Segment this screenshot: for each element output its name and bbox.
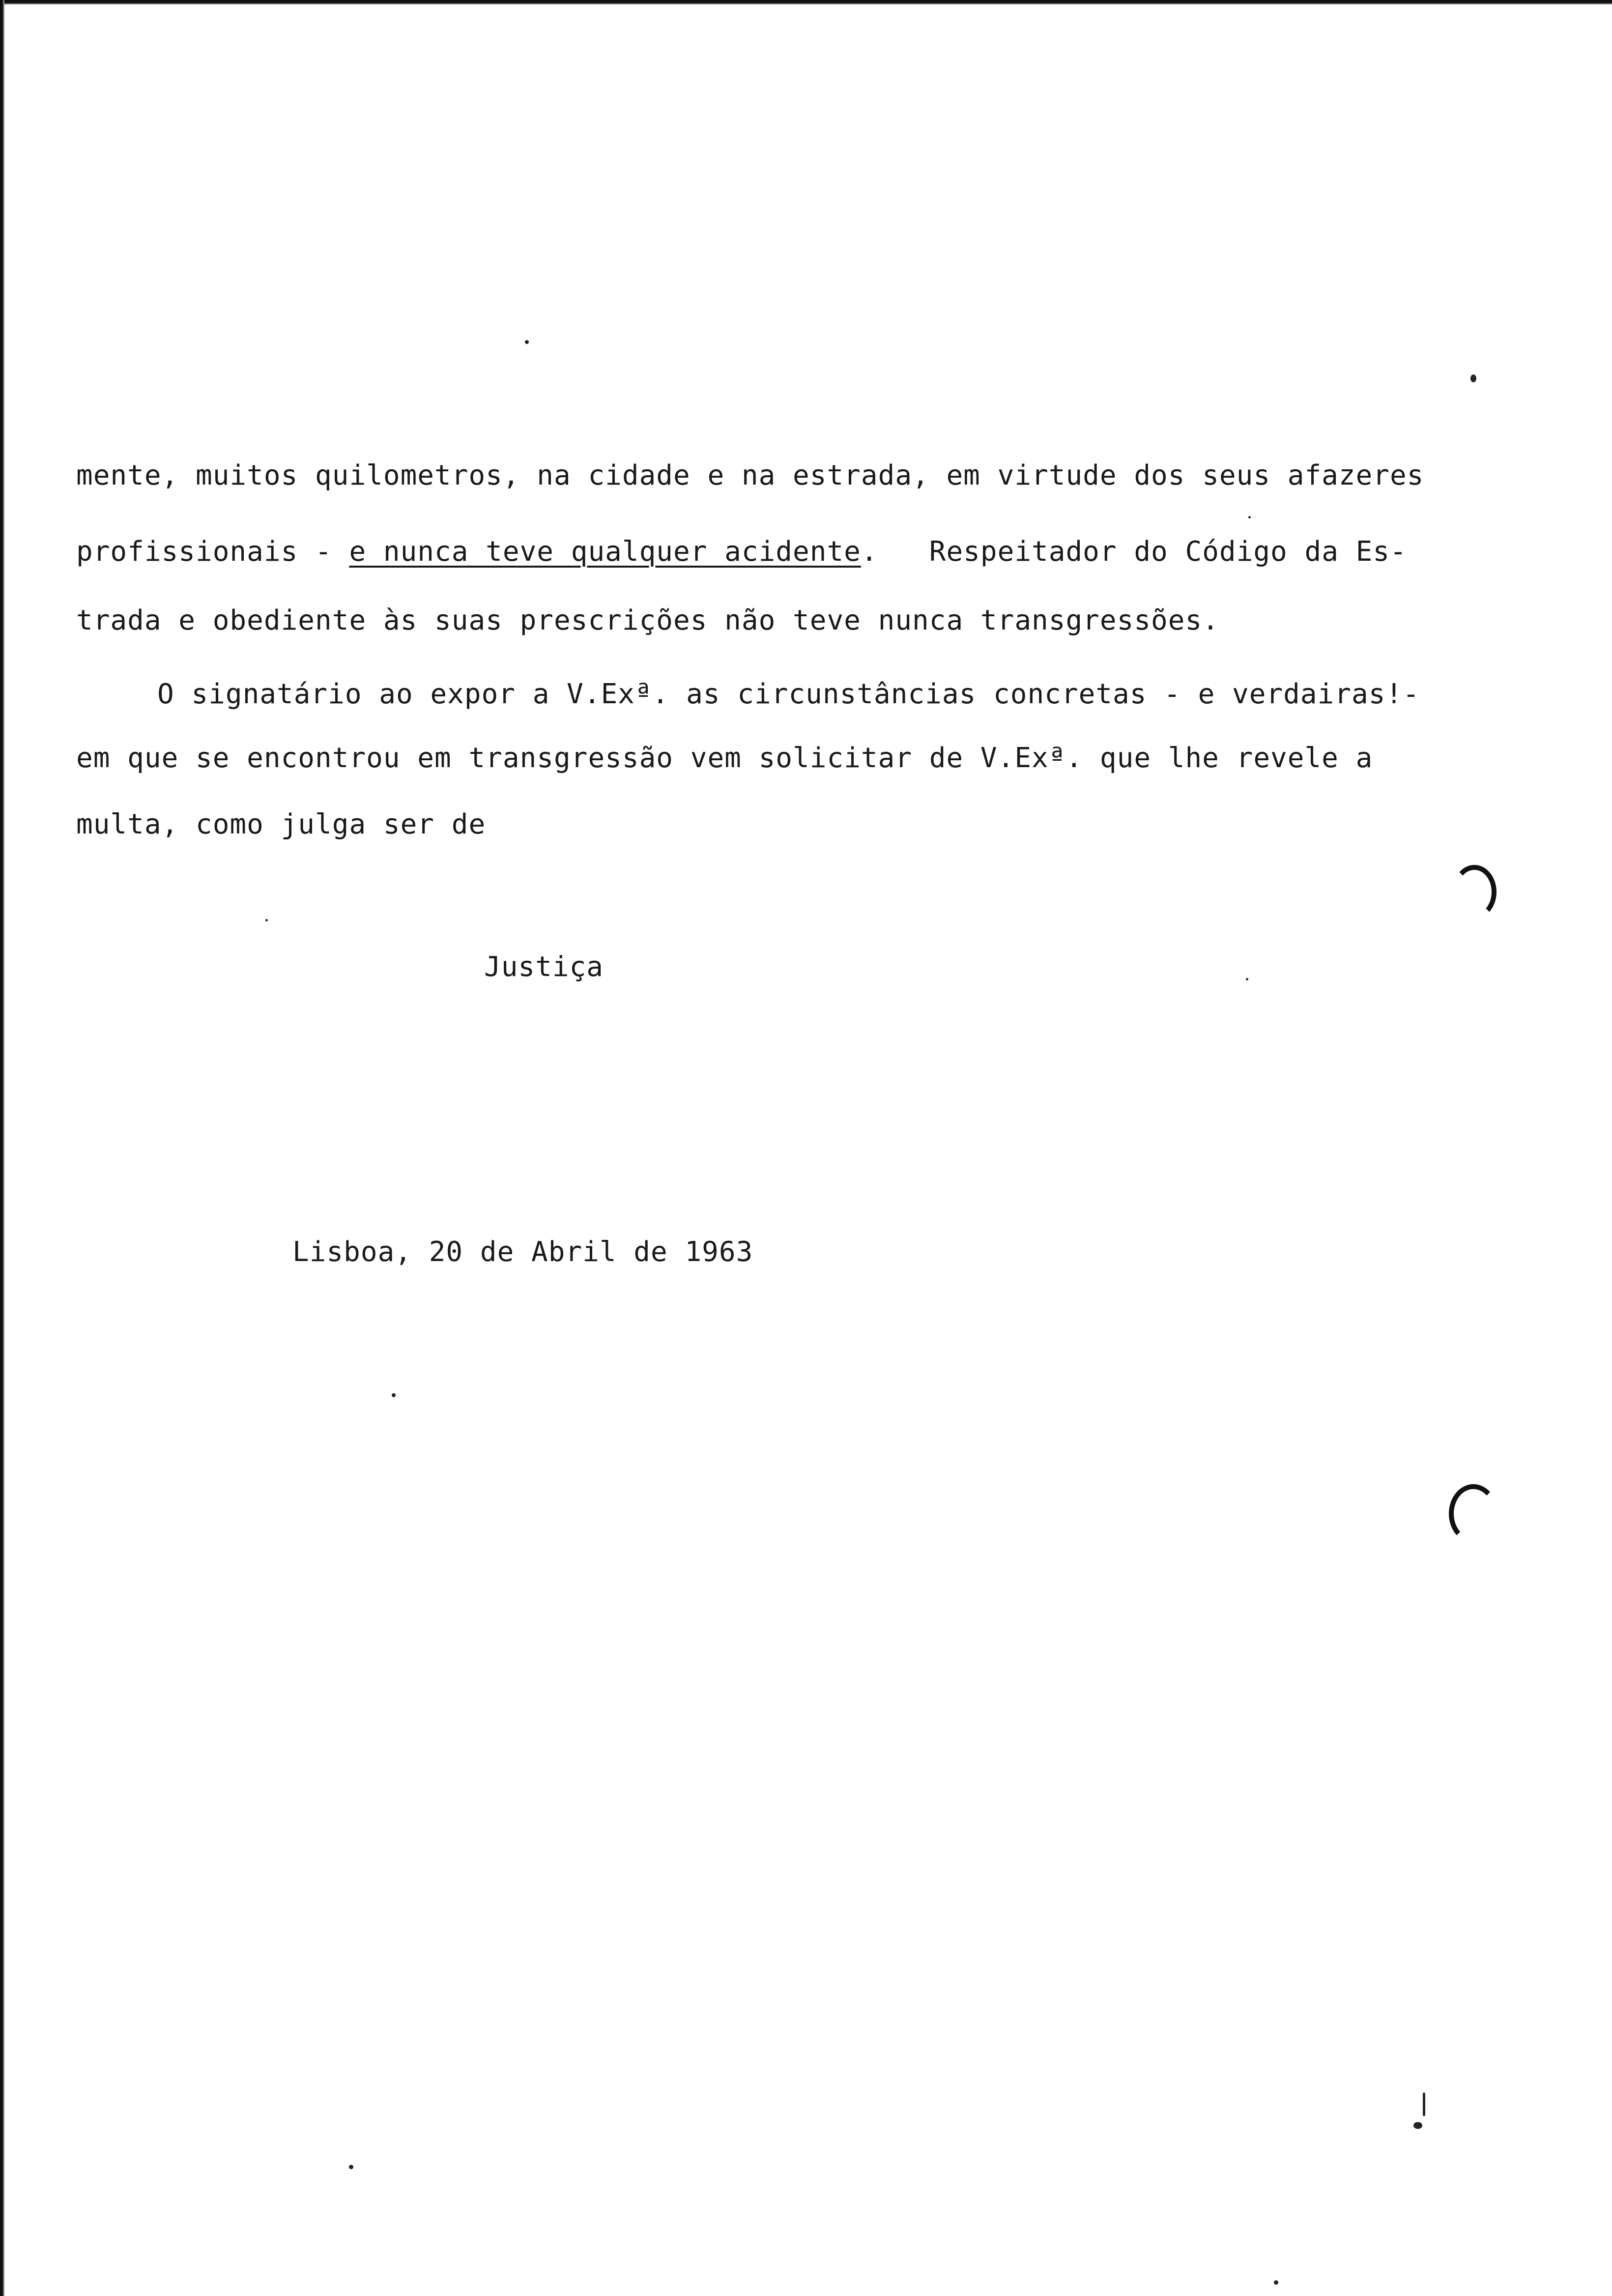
closing-word: Justiça [484,951,604,983]
letter-line-2 [76,538,1407,566]
scan-speck [1274,2280,1278,2285]
scan-speck [1413,2122,1422,2129]
scan-speck [525,340,529,344]
letter-line-3: trada e obediente às suas prescrições não teve nunca transgressões. [76,604,1219,636]
scan-speck [1248,516,1251,518]
letter-line-6: multa, como julga ser de [76,808,486,840]
letter-line-5: em que se encontrou em transgressão vem solicitar de V.Exª. que lhe revele a [76,742,1373,774]
scan-speck [392,1393,396,1397]
scan-speck [265,919,268,921]
scan-speck [1423,2093,1425,2116]
scan-top-edge [0,0,1612,5]
place-and-date: Lisboa, 20 de Abril de 1963 [292,1236,753,1268]
letter-line-2-end: . Respeitador do Código da Es- [861,536,1407,568]
letter-line-2-start: profissionais - [76,536,349,568]
scan-left-edge [0,0,5,2296]
scan-speck [1246,978,1248,980]
scan-speck [349,2165,353,2169]
underlined-phrase: e nunca teve qualquer acidente [349,536,861,568]
binder-hole-mark-upper [1452,865,1497,919]
scan-speck [1470,374,1476,382]
binder-hole-mark-lower [1449,1484,1498,1543]
letter-line-1: mente, muitos quilometros, na cidade e na estrada, em virtude dos seus afazeres [76,459,1424,491]
letter-line-4: O signatário ao expor a V.Exª. as circunstâncias concretas - e verdairas!- [157,678,1420,710]
